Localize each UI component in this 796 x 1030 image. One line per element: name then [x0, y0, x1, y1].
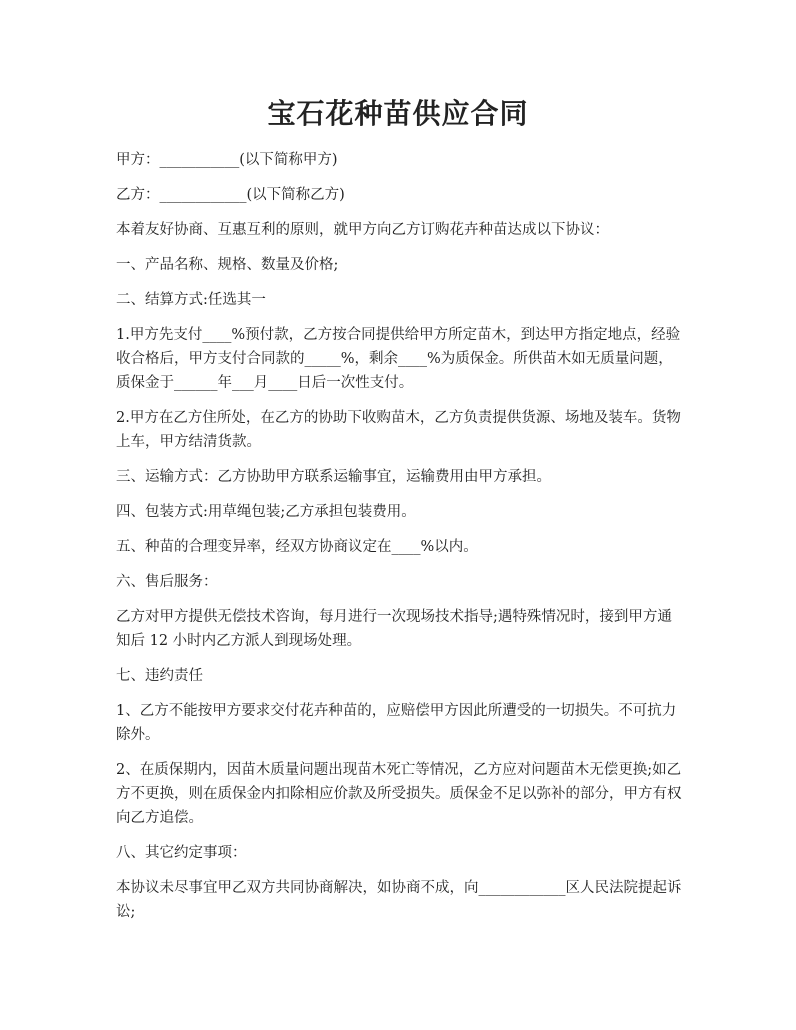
dispute-clause: 本协议未尽事宜甲乙双方共同协商解决，如协商不成，向____________区人民法院提起诉讼;	[116, 880, 682, 920]
party-a-line: 甲方：___________(以下简称甲方)	[116, 152, 338, 168]
preamble: 本着友好协商、互惠互利的原则，就甲方向乙方订购花卉种苗达成以下协议：	[116, 222, 609, 238]
party-b-line: 乙方：____________(以下简称乙方)	[116, 187, 345, 203]
section-5-variation: 五、种苗的合理变异率，经双方协商议定在____%以内。	[116, 539, 478, 555]
section-8-heading: 八、其它约定事项：	[116, 845, 247, 861]
after-sales-text: 乙方对甲方提供无偿技术咨询，每月进行一次现场技术指导;遇特殊情况时，接到甲方通知后 12 小时内乙方派人到现场处理。	[116, 609, 672, 649]
settlement-option-2: 2.甲方在乙方住所处，在乙方的协助下收购苗木，乙方负责提供货源、场地及装车。货物上车，甲方结清货款。	[116, 410, 681, 450]
section-3-transport: 三、运输方式：乙方协助甲方联系运输事宜，运输费用由甲方承担。	[116, 469, 551, 485]
section-6-heading: 六、售后服务：	[116, 574, 218, 590]
breach-clause-1: 1、乙方不能按甲方要求交付花卉种苗的，应赔偿甲方因此所遭受的一切损失。不可抗力除外。	[116, 703, 677, 743]
section-2-heading: 二、结算方式:任选其一	[116, 292, 266, 308]
section-7-heading: 七、违约责任	[116, 668, 203, 684]
section-1-heading: 一、产品名称、规格、数量及价格;	[116, 257, 339, 273]
section-4-packaging: 四、包装方式:用草绳包装;乙方承担包装费用。	[116, 504, 416, 520]
settlement-option-1: 1.甲方先支付____%预付款，乙方按合同提供给甲方所定苗木，到达甲方指定地点，经验收合格后，甲方支付合同款的_____%，剩余____%为质保金。所供苗木如无质量问题，质保金于______年___月____日后一次性支付。	[116, 327, 681, 391]
document-title: 宝石花种苗供应合同	[267, 97, 529, 130]
document-body	[116, 148, 684, 935]
breach-clause-2: 2、在质保期内，因苗木质量问题出现苗木死亡等情况，乙方应对问题苗木无偿更换;如乙方不更换，则在质保金内扣除相应价款及所受损失。质保金不足以弥补的部分，甲方有权向乙方追偿。	[116, 762, 682, 826]
